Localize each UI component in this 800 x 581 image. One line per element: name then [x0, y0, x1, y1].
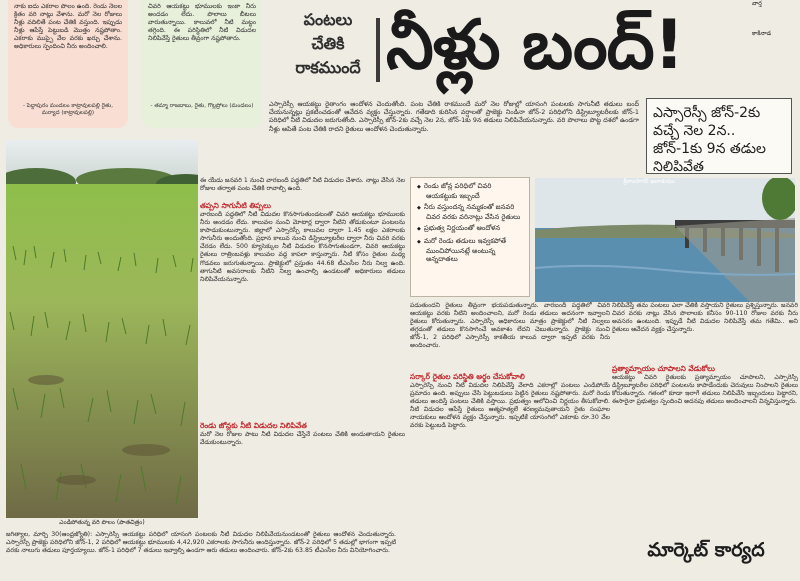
article-column-3: [410, 302, 610, 527]
top-right-fragment: [752, 0, 800, 40]
column-2-lead: ఈ యేడు జనవరి 1 నుంచి వారబందీ పద్ధతిలో నీటి విడుదల చేశారు. నాట్లు వేసిన నెల రోజుల తర్వాత పంట చేతికి రావాల్సి ఉంది.: [200, 177, 405, 193]
rice-field-photo: [6, 140, 198, 518]
kicker-line-2: చేతికి: [311, 34, 345, 53]
article-deck: ఎస్సారెస్సీ ఆయకట్టు రైతాంగం ఆందోళన చెందుతోంది. పంట చేతికి రాకముందే మరో నెల రోజుల్లో యాసంగి పంటలకు సాగునీటి తడులు బంద్ చేయనున్నట్లు ప్రకటించడంతో ఆవేదన వ్యక్తం చేస్తున్నారు. గతేడాది కురిసిన వర్షాలతో ప్రాజెక్టు నిండినా జోన్-2 పరిధిలోని డిస్ట్రిబ్యూటరీలకు జోన్-1 పరిధిలో నీటి విడుదల జరుగుతోంది. ఎస్సారెస్సీ జోన్-2కు వచ్చే నెల 2న, జోన్-1కు 9న తడులు నిలిపివేయనున్నారు. వరి పొలాలు పొట్ట దశలో ఉండగా నీళ్లు ఆపితే పంట చేతికి రాదని రైతులు ఆందోళన చెందుతున్నారు.: [269, 100, 639, 133]
farmer-quote-box-2: [142, 0, 262, 128]
column-2-paragraph-1: వారబందీ పద్ధతిలో నీటి విడుదల కొనసాగుతుండటంతో చివరి ఆయకట్టు భూములకు నీరు అందడం లేదు. కాలువల నుంచి మోటార్ల ద్వారా నీటిని తోడుకుంటూ పంటలను కాపాడుకుంటున్నారు. జిల్లాలో ఎస్సారెస్సీ కాలువల ద్వారా 1.45 లక్షల ఎకరాలకు సాగునీరు అందుతోంది. ప్రధాన కాలువ నుంచి డిస్ట్రిబ్యూటరీల ద్వారా నీరు చివరి వరకు చేరడం లేదు. 500 క్యూసెక్కుల నీటి విడుదల కొనసాగుతుండగా, చివరి ఆయకట్టు రైతులు రాత్రింబవళ్లు కాలువల వద్ద కాపలా కాస్తున్నారు. నీటి కోసం రైతుల మధ్య గొడవలు జరుగుతున్నాయి. ప్రాజెక్టులో ప్రస్తుతం 44.68 టీఎంసీల నీరు నిల్వ ఉంది. తాగునీటి అవసరాలకు నీటిని నిల్వ ఉంచాల్సి ఉండటంతో అధికారులు తడులు నిలిపివేయనున్నారు.: [200, 211, 405, 283]
top-right-text-2: కాకినాడ: [752, 30, 772, 37]
subhead-water-troubles: తప్పని సాగునీటి తిప్పలు: [200, 201, 271, 210]
kicker-divider: [376, 18, 380, 82]
photo-2-caption: శ్రీరాంసాగర్ జలాశయం: [623, 178, 675, 185]
market-headline-fragment: మార్కెట్ కార్యద: [647, 539, 765, 561]
quote-2-signature: - తమ్మా రాజబాబు, రైతు, గొల్లప్రోలు (మండలం): [150, 103, 254, 109]
column-2-paragraph-2: మరో నెల రోజుల పాటు నీటి విడుదల చేస్తేనే పంటలు చేతికి అందుతాయని రైతులు వేడుకుంటున్నారు.: [200, 431, 405, 447]
reservoir-photo: [535, 178, 795, 302]
quote-1-signature: - పెద్దాపురం మండలం కాట్రావులపల్లి రైతు, మర్యాద (కాట్రావులపల్లి): [23, 103, 113, 116]
main-headline: నీళ్లు బంద్!: [386, 6, 684, 85]
quote-2-text: చివరి ఆయకట్టు భూములకు ఇంకా నీరు అందడం లేదు. పొలాలు బీటలు వారుతున్నాయి. కాలువలో నీటి మట్టం తగ్గింది. ఈ పరిస్థితిలో నీటి విడుదల నిలిపివేస్తే రైతులు తీవ్రంగా నష్టపోతారు.: [148, 3, 256, 43]
headline-kicker: [283, 8, 373, 92]
column-4-paragraph-1: నిలిపివేస్తే తమ పంటలు ఎలా చేతికి వస్తాయని రైతులు ప్రశ్నిస్తున్నారు. జనవరి చివర వరకు నాట్లు వేసిన పొలాలకు కనీసం 90-110 రోజుల వరకు నీరు అవసరం ఉంటుంది. ఇప్పుడే నీటి విడుదల నిలిపివేస్తే తమ గతేమి.. అని రైతులు ఆవేదన వ్యక్తం చేస్తున్నారు.: [612, 302, 798, 334]
subhead-zones-stop: రెండు జోన్లకు నీటి విడుదల నిలిపివేత: [200, 421, 307, 430]
column-3-paragraph-1: పడుతుందని రైతులు తీవ్రంగా భయపడుతున్నారు. వారబందీ పద్ధతిలో చివరి ఆయకట్టు వరకు నీటిని అందించాలని, మరో రెండు తడులు అదనంగా ఇవ్వాలని రైతులు కోరుతున్నారు. ఎస్సారెస్సీ అధికారులు మాత్రం ప్రాజెక్టులో నీటి నిల్వలు తగ్గడంతో తడులు కొనసాగించే అవకాశం లేదని చెబుతున్నారు. ప్రాజెక్టు నుంచి జోన్-1, 2 పరిధిలో ఎస్సారెస్సీ కాకతీయ కాలువ ద్వారా ఇప్పటి వరకు నీరు అందించారు.: [410, 302, 610, 350]
key-point: ◆ మరో రెండు తడులు ఇవ్వకపోతే ముంచిపోయినట్లే అంటున్న అన్నదాతలు: [426, 237, 524, 264]
article-column-2: [200, 177, 405, 477]
kicker-line-1: పంటలు: [303, 10, 353, 29]
quote-1-text: నాకు ఐదు ఎకరాల పొలం ఉంది. రెండు నెలల క్రితం వరి నాట్లు వేశాను. మరో నెల రోజులు నీళ్లు వదిలితే పంట చేతికి వస్తుంది. ఇప్పుడు నీళ్లు ఆపేస్తే పెట్టుబడి మొత్తం నష్టపోతాం. ఎకరాకు ముప్పై వేల వరకు ఖర్చు చేశాను. అధికారులు స్పందించి నీరు అందించాలి.: [14, 3, 122, 51]
key-point: ◆ ప్రభుత్వ నిర్ణయంతో ఆందోళన: [426, 224, 524, 234]
key-points-box: [410, 177, 530, 297]
farmer-quote-box-1: [8, 0, 128, 128]
top-right-text-1: వార్త: [752, 0, 762, 7]
highlight-box: ఎస్సారెస్సీ జోన్-2కు వచ్చే నెల 2న.. జోన్-1కు 9న తడుల నిలిపివేత: [646, 98, 792, 174]
subhead-government-understand: సర్కార్ రైతుల పరిస్థితి అర్థం చేసుకోవాలి: [410, 372, 525, 381]
photo-1-caption: ఎండిపోతున్న వరి పొలం (పాతచిత్రం): [59, 519, 145, 526]
subhead-alternative-plea: ప్రత్యామ్నాయం చూపాలని వేడుకోలు: [612, 364, 715, 373]
article-body-opening: జగిత్యాల, మార్చి 30(ఆంధ్రజ్యోతి): ఎస్సారెస్సీ ఆయకట్టు పరిధిలో యాసంగి పంటలకు నీటి విడుదల నిలిపివేయనుండటంతో రైతులు ఆందోళన చెందుతున్నారు. ఎస్సారెస్సీ ప్రాజెక్టు పరిధిలోని జోన్-1, 2 పరిధిలో ఆయకట్టు భూములకు 4,42,920 ఎకరాలకు సాగునీరు అందిస్తున్నారు. జోన్-2 పరిధిలో 5 తడుల్లో భాగంగా ఇప్పటి వరకు నాలుగు తడులు పూర్తయ్యాయి. జోన్-1 పరిధిలో 7 తడులు ఇవ్వాల్సి ఉండగా ఆరు తడులు అందించారు. జోన్-2కు 63.85 టీఎంసీల నీరు వినియోగించారు.: [6, 531, 396, 555]
key-point: ◆ రెండు జోన్ల పరిధిలో చివరి ఆయకట్టుకు ఇబ్బందే: [426, 182, 524, 200]
column-3-paragraph-2: ఎస్సారెస్సీ నుంచి నీటి విడుదల నిలిపివేస్తే వేలాది ఎకరాల్లో పంటలు ఎండిపోయే ప్రమాదం ఉంది. అప్పులు చేసి పెట్టుబడులు పెట్టిన రైతులు నష్టపోతారు. మరో రెండు తడులు అందిస్తే పంటలు చేతికి వస్తాయి. ప్రభుత్వం ఆలోచించి నిర్ణయం తీసుకోవాలి. నీటి విడుదల ఆపేస్తే రైతులు ఆత్మహత్యలే శరణ్యమవుతాయని రైతు సంఘాల నాయకులు ఆందోళన వ్యక్తం చేస్తున్నారు. ఇప్పటికే యాసంగిలో ఎకరాకు రూ.30 వేల వరకు పెట్టుబడి పెట్టారు.: [410, 382, 610, 430]
column-4-paragraph-2: ఆయకట్టు చివరి రైతులకు ప్రత్యామ్నాయం చూపాలని, ఎస్సారెస్సీ డిస్ట్రిబ్యూటరీల పరిధిలో పంటలను కాపాడేందుకు చెరువులు నింపాలని రైతులు కోరుతున్నారు. గతంలో కూడా ఇలాగే తడులు నిలిపివేసి ఇబ్బందులు పెట్టారని, ఈసారైనా ప్రభుత్వం స్పందించి అదనపు తడులు అందించాలని విన్నవిస్తున్నారు.: [612, 374, 798, 406]
key-point: ◆ నీరు వస్తుందన్న నమ్మకంతో జనవరి చివర వరకు వరినాట్లు వేసిన రైతులు: [426, 203, 524, 221]
article-column-4: [612, 302, 798, 527]
kicker-line-3: రాకముందే: [295, 58, 361, 77]
